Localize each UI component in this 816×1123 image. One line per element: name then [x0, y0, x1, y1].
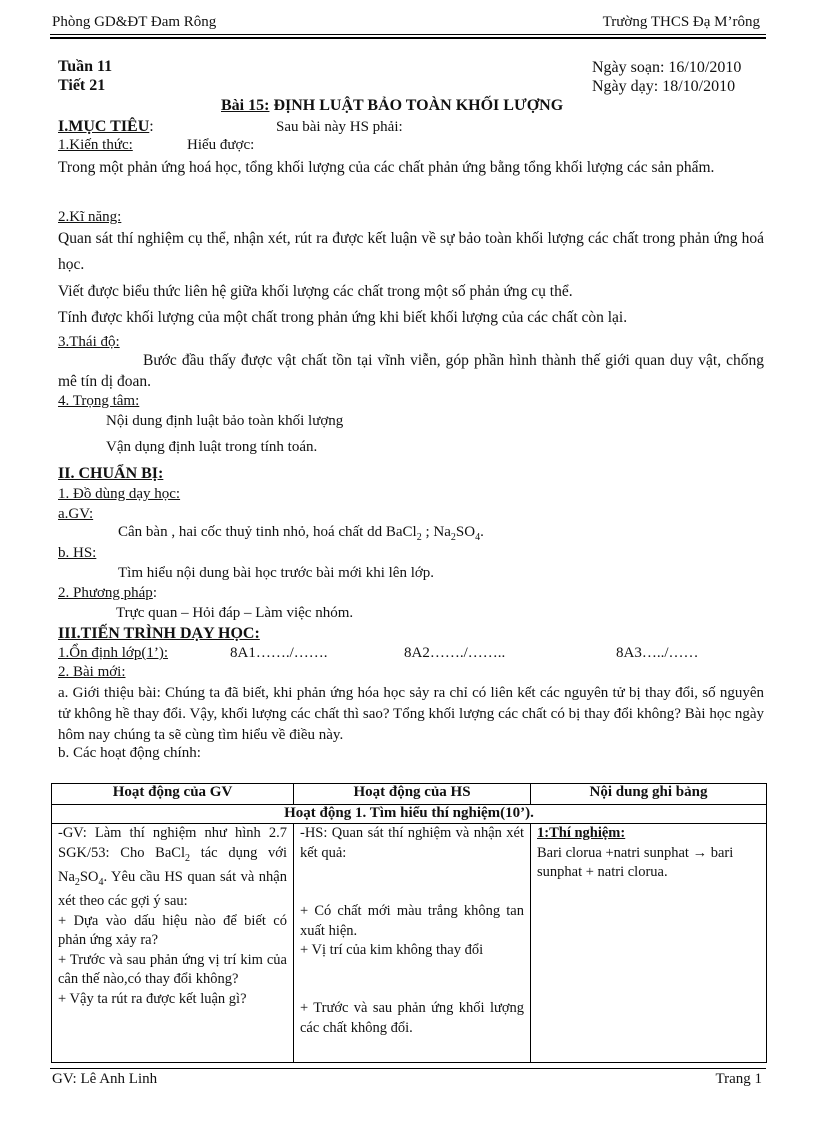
section1-heading-text: I.MỤC TIÊU: [58, 118, 150, 135]
lesson-number: Tiết 21: [58, 77, 106, 94]
gv-sub-3: 4: [98, 876, 104, 888]
gv-prep-sub-1: 2: [416, 532, 422, 543]
gv-question-1: + Dựa vào dấu hiệu nào để biết có phản ứng xảy ra?: [58, 912, 287, 949]
col-header-board: Nội dung ghi bảng: [531, 784, 767, 805]
section3-heading: III.TIẾN TRÌNH DẠY HỌC:: [58, 625, 260, 642]
hs-prep-text: Tìm hiểu nội dung bài học trước bài mới khi lên lớp.: [118, 565, 435, 581]
class-8a1: 8A1……./…….: [230, 645, 328, 661]
method-label-text: 2. Phương pháp: [58, 585, 153, 601]
hs-instruction: -HS: Quan sát thí nghiệm và nhận xét kết quả:: [300, 825, 524, 861]
method-label: [58, 585, 157, 602]
gv-instruction-c: SO: [79, 868, 99, 885]
section2-heading: II. CHUẨN BỊ:: [58, 465, 164, 482]
lesson-intro-text: a. Giới thiệu bài: Chúng ta đã biết, khi phản ứng hóa học sảy ra chỉ có liên kết các nguyên tử bị thay đổi, số nguyên tử không hề thay đổi. Vậy, khối lượng các chất thì sao? Tổng khối lượng các chất có bị thay đổi không? Bài học ngày hôm nay chúng ta sẽ cùng tìm hiểu về điều này.: [58, 685, 764, 743]
header-rule-bottom: [50, 37, 766, 39]
gv-question-2: + Trước và sau phản ứng vị trí kim của cân thế nào,có thay đổi không?: [58, 951, 287, 988]
prepared-date: Ngày soạn: 16/10/2010: [592, 59, 742, 76]
gv-instruction-d: . Yêu cầu HS quan sát và nhận xét theo các gợi ý sau:: [58, 868, 287, 910]
class-8a3: 8A3…../……: [616, 645, 699, 661]
skills-text-3: Tính được khối lượng của một chất trong phản ứng khi biết khối lượng của các chất còn lại.: [58, 309, 628, 326]
footer-page-number: Trang 1: [715, 1071, 762, 1087]
taught-date: Ngày dạy: 18/10/2010: [592, 78, 736, 95]
knowledge-text: Trong một phản ứng hoá học, tổng khối lượng của các chất phản ứng bằng tổng khối lượng các sản phẩm.: [58, 159, 715, 176]
focus-item-2: Vận dụng định luật trong tính toán.: [106, 439, 318, 455]
lesson-title-text: ĐỊNH LUẬT BẢO TOÀN KHỐI LƯỢNG: [273, 97, 564, 114]
board-reactants: Bari clorua +natri sunphat: [537, 844, 689, 861]
activities-label: b. Các hoạt động chính:: [58, 745, 201, 761]
header-school-name: Trường THCS Đạ M’rông: [602, 14, 760, 30]
hs-prep-label: b. HS:: [58, 545, 97, 561]
activity-title: Hoạt động 1. Tìm hiểu thí nghiệm(10’).: [52, 805, 767, 824]
new-lesson-label: 2. Bài mới:: [58, 664, 126, 680]
section1-intro: Sau bài này HS phải:: [276, 119, 403, 135]
week-label: Tuần 11: [58, 58, 113, 75]
hs-answer-1: + Có chất mới màu trắng không tan xuất hiện.: [300, 903, 524, 939]
gv-prep-label: a.GV:: [58, 506, 94, 522]
hs-answer-2: + Vị trí của kim không thay đổi: [300, 942, 484, 958]
gv-instruction: [58, 824, 287, 912]
footer-teacher: GV: Lê Anh Linh: [52, 1071, 158, 1087]
gv-instruction-b: tác dụng với Na: [58, 844, 287, 885]
board-equation: [537, 844, 760, 883]
col-header-hs: Hoạt động của HS: [294, 784, 531, 805]
stabilize-label: 1.Ổn định lớp(1’):: [58, 645, 169, 661]
board-products: bari sunphat + natri clorua.: [537, 844, 734, 880]
skills-text-2: Viết được biểu thức liên hệ giữa khối lượng các chất trong một số phản ứng cụ thể.: [58, 283, 573, 300]
gv-prep-text: [118, 524, 484, 543]
gv-question-3: + Vậy ta rút ra được kết luận gì?: [58, 990, 247, 1007]
tools-label: 1. Đồ dùng dạy học:: [58, 486, 181, 502]
gv-sub-1: 2: [184, 852, 190, 864]
method-label-colon: :: [152, 585, 157, 601]
activity-title-row: [52, 805, 767, 824]
gv-prep-dot: .: [480, 524, 484, 540]
footer-rule: [50, 1068, 766, 1069]
class-8a2: 8A2……./……..: [404, 645, 506, 661]
attitude-text: Bước đầu thấy được vật chất tồn tại vĩnh viễn, góp phần hình thành thế giới quan duy vật, chống mê tín dị đoan.: [58, 352, 764, 390]
knowledge-sub: Hiểu được:: [187, 137, 255, 153]
header-school-office: Phòng GD&ĐT Đam Rông: [52, 14, 217, 30]
gv-prep-sub-2: 2: [450, 532, 456, 543]
board-content-cell: [531, 824, 767, 1063]
skills-label: 2.Kĩ năng:: [58, 209, 122, 225]
header-rule-top: [50, 34, 766, 35]
board-title: 1:Thí nghiệm:: [537, 825, 626, 841]
gv-prep-text-end: SO: [455, 524, 476, 540]
col-header-gv: Hoạt động của GV: [52, 784, 294, 805]
gv-prep-text-mid: ; Na: [421, 524, 451, 540]
focus-label: 4. Trọng tâm:: [58, 393, 140, 409]
skills-text-1: Quan sát thí nghiệm cụ thể, nhận xét, rút ra được kết luận về sự bảo toàn khối lượng các chất trong phản ứng hoá học.: [58, 230, 764, 273]
gv-prep-text-main: Cân bàn , hai cốc thuỷ tinh nhỏ, hoá chất dd BaCl: [118, 524, 417, 540]
gv-sub-2: 2: [74, 876, 80, 888]
section1-heading: [58, 118, 154, 136]
gv-prep-sub-3: 4: [475, 532, 481, 543]
reaction-arrow-icon: →: [692, 844, 708, 861]
table-header-row: [52, 784, 767, 805]
hs-activity-cell: [294, 824, 531, 1063]
activity-table: [51, 783, 767, 1063]
hs-answer-3: + Trước và sau phản ứng khối lượng các chất không đổi.: [300, 1000, 524, 1036]
knowledge-label: 1.Kiến thức:: [58, 137, 133, 153]
focus-item-1: Nội dung định luật bảo toàn khối lượng: [106, 413, 344, 429]
lesson-title: [221, 97, 563, 115]
method-text: Trực quan – Hỏi đáp – Làm việc nhóm.: [116, 605, 354, 621]
section1-heading-colon: :: [149, 118, 154, 135]
table-row: [52, 824, 767, 1063]
gv-instruction-a: -GV: Làm thí nghiệm như hình 2.7 SGK/53: Cho BaCl: [58, 825, 287, 861]
lesson-title-prefix: Bài 15:: [221, 97, 270, 114]
gv-activity-cell: [52, 824, 294, 1063]
attitude-label: 3.Thái độ:: [58, 334, 120, 350]
